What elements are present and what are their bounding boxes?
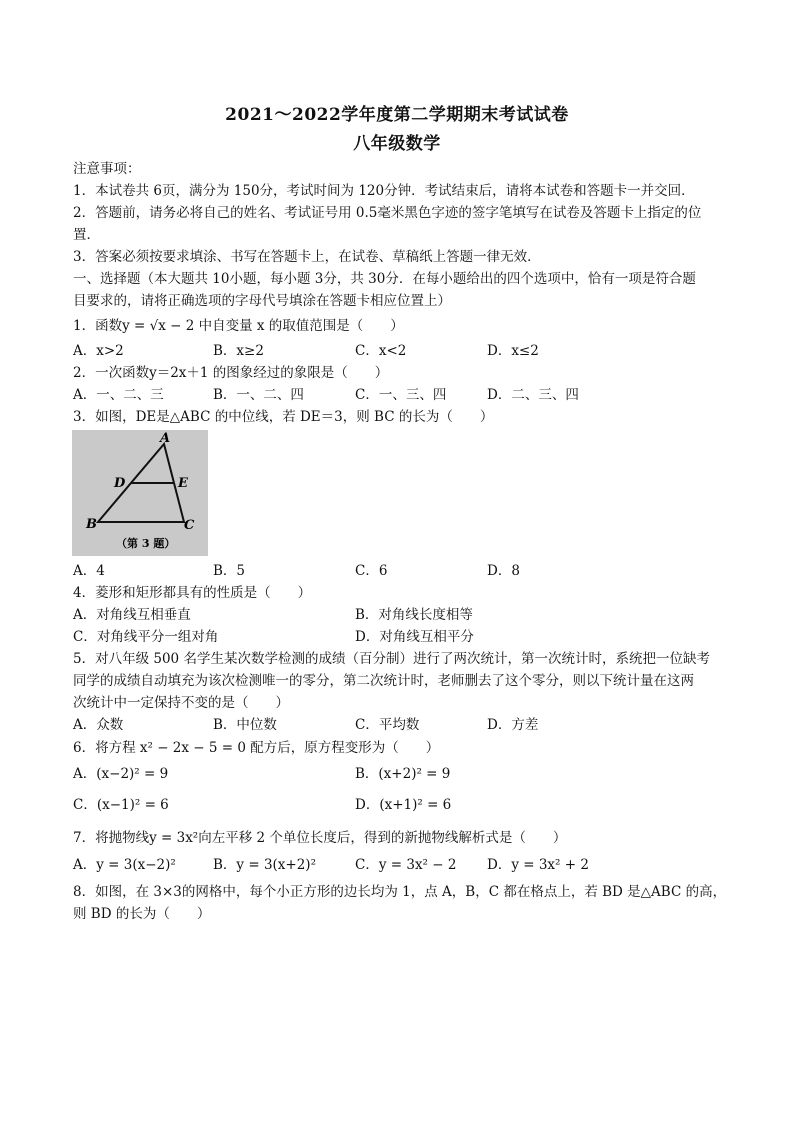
notice-item: 1．本试卷共 6页，满分为 150分，考试时间为 120分钟．考试结束后，请将本试卷和答题卡一并交回． (73, 183, 695, 199)
label-b: B (86, 517, 97, 532)
option-a: A．一、二、三 (73, 387, 164, 403)
question-5-stem: 次统计中一定保持不变的是（ ） (73, 695, 289, 711)
label-d: D (114, 476, 126, 491)
option-a: A．x>2 (73, 343, 124, 359)
option-a: A．y = 3(x−2)² (73, 857, 176, 873)
question-8-stem: 则 BD 的长为（ ） (73, 906, 211, 922)
exam-title: 2021～2022学年度第二学期期末考试试卷 (225, 105, 569, 125)
option-b: B．x≥2 (213, 343, 264, 359)
label-e: E (178, 476, 188, 491)
option-b: B．(x+2)² = 9 (355, 766, 451, 782)
option-b: B．y = 3(x+2)² (213, 857, 316, 873)
option-d: D．y = 3x² + 2 (487, 857, 589, 873)
option-d: D．二、三、四 (487, 387, 579, 403)
option-b: B．中位数 (213, 717, 277, 733)
triangle-figure (72, 430, 208, 556)
option-c: C．x<2 (355, 343, 407, 359)
option-d: D．(x+1)² = 6 (355, 797, 452, 813)
section-instructions: 目要求的，请将正确选项的字母代号填涂在答题卡相应位置上） (73, 293, 451, 309)
question-7-stem: 7．将抛物线y = 3x²向左平移 2 个单位长度后，得到的新抛物线解析式是（ ） (73, 830, 567, 846)
question-2-stem: 2．一次函数y＝2x＋1 的图象经过的象限是（ ） (73, 365, 389, 381)
question-1-stem: 1．函数y = √x − 2 中自变量 x 的取值范围是（ ） (73, 318, 404, 334)
exam-subtitle: 八年级数学 (353, 134, 441, 154)
option-b: B．一、二、四 (213, 387, 304, 403)
notice-item: 置． (73, 227, 100, 243)
option-d: D．x≤2 (487, 343, 539, 359)
option-c: C．y = 3x² − 2 (355, 857, 457, 873)
notice-heading: 注意事项： (73, 161, 141, 177)
label-a: A (160, 431, 171, 446)
option-a: A．对角线互相垂直 (73, 607, 191, 623)
option-c: C．一、三、四 (355, 387, 447, 403)
figure-caption: （第 3 题） (116, 537, 176, 550)
option-d: D．8 (487, 563, 520, 579)
option-b: B．5 (213, 563, 246, 579)
notice-item: 3．答案必须按要求填涂、书写在答题卡上，在试卷、草稿纸上答题一律无效． (73, 249, 541, 265)
triangle-diagram (72, 430, 208, 556)
question-3-stem: 3．如图，DE是△ABC 的中位线，若 DE＝3，则 BC 的长为（ ） (73, 409, 494, 425)
option-a: A．众数 (73, 717, 124, 733)
option-a: A．4 (73, 563, 105, 579)
question-4-stem: 4．菱形和矩形都具有的性质是（ ） (73, 585, 312, 601)
notice-item: 2．答题前，请务必将自己的姓名、考试证号用 0.5毫米黑色字迹的签字笔填写在试卷及答题卡上指定的位 (73, 205, 702, 221)
option-c: C．(x−1)² = 6 (73, 797, 169, 813)
option-c: C．平均数 (355, 717, 420, 733)
question-6-stem: 6．将方程 x² − 2x − 5 = 0 配方后，原方程变形为（ ） (73, 740, 440, 756)
option-d: D．方差 (487, 717, 539, 733)
option-c: C．6 (355, 563, 388, 579)
question-8-stem: 8．如图，在 3×3的网格中，每个小正方形的边长均为 1，点 A，B，C 都在格点上，若 BD 是△ABC 的高， (73, 884, 727, 900)
label-c: C (184, 518, 195, 533)
option-b: B．对角线长度相等 (355, 607, 473, 623)
option-d: D．对角线互相平分 (355, 629, 474, 645)
question-5-stem: 5．对八年级 500 名学生某次数学检测的成绩（百分制）进行了两次统计，第一次统计时，系统把一位缺考 (73, 651, 710, 667)
option-c: C．对角线平分一组对角 (73, 629, 219, 645)
option-a: A．(x−2)² = 9 (73, 766, 169, 782)
question-5-stem: 同学的成绩自动填充为该次检测唯一的零分，第二次统计时，老师删去了这个零分，则以下统计量在这两 (73, 673, 694, 689)
section-instructions: 一、选择题（本大题共 10小题，每小题 3分，共 30分．在每小题给出的四个选项中，恰有一项是符合题 (73, 271, 696, 287)
